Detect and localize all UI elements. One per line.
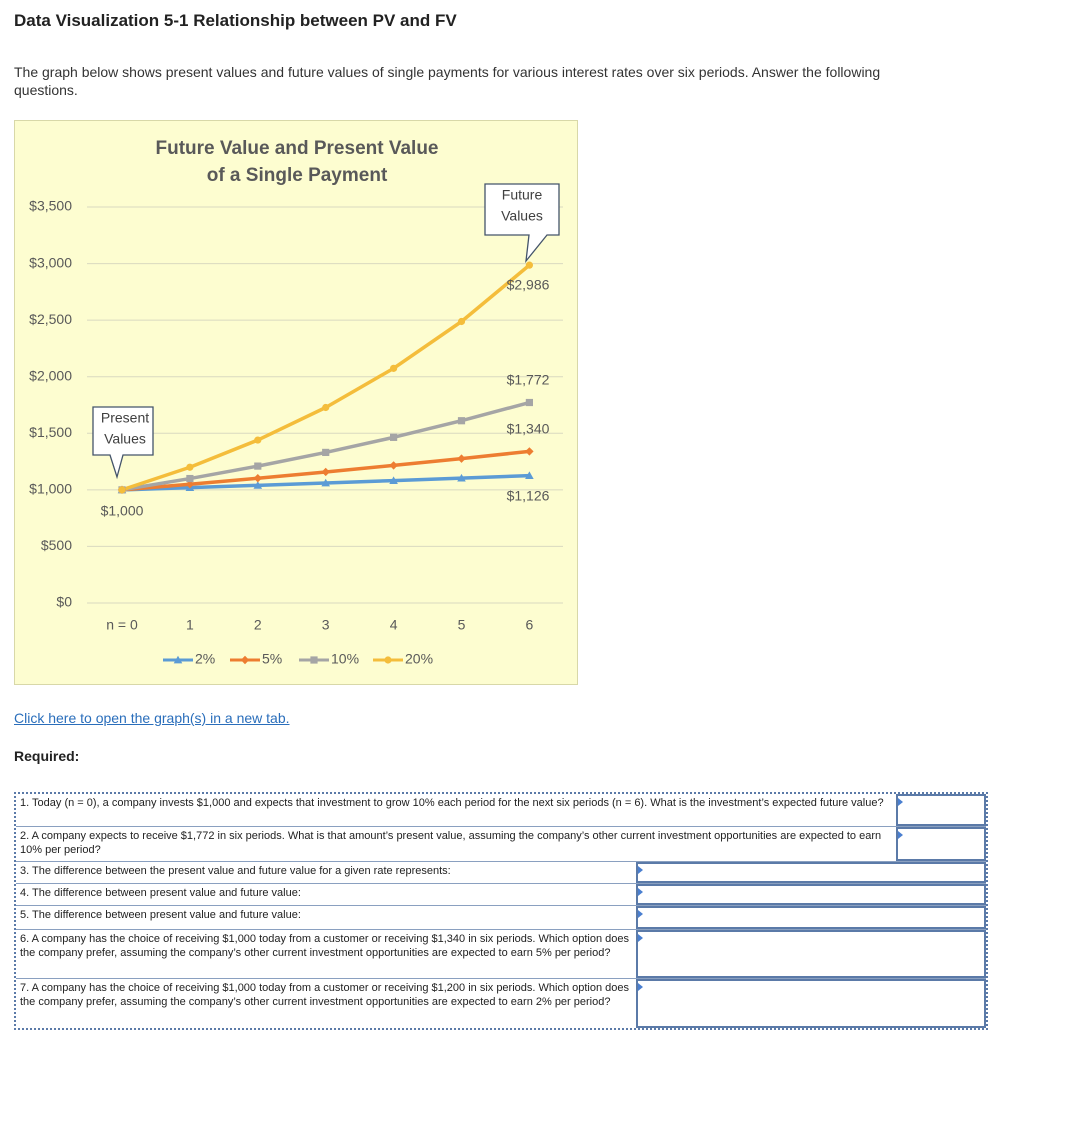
y-tick-label: $3,000 (29, 254, 72, 271)
question-text-4: 4. The difference between present value and future value: (20, 887, 301, 899)
x-tick-label: 3 (321, 616, 330, 633)
open-graph-link[interactable]: Click here to open the graph(s) in a new tab. (14, 710, 290, 726)
y-tick-label: $500 (40, 537, 72, 554)
legend-label-2pct: 2% (195, 650, 216, 667)
required-heading: Required: (14, 748, 80, 764)
data-point-10pct (458, 417, 465, 424)
x-tick-label: n = 0 (106, 616, 138, 633)
data-point-20pct (458, 318, 465, 325)
answer-marker-icon (638, 934, 643, 942)
answer-marker-icon (638, 888, 643, 896)
question-text-1: 1. Today (n = 0), a company invests $1,000 and expects that investment to grow 10% each period for the next six periods (n = 6). What is the investment’s expected future value? (20, 797, 884, 809)
y-tick-label: $0 (56, 593, 72, 610)
legend-marker-10pct (310, 656, 317, 663)
question-row-4 (16, 884, 986, 906)
question-row-1 (16, 794, 986, 827)
question-text-5: 5. The difference between present value and future value: (20, 909, 301, 921)
x-tick-label: 6 (525, 616, 534, 633)
legend-marker-20pct (384, 656, 391, 663)
data-point-5pct (457, 454, 465, 462)
page-title: Data Visualization 5-1 Relationship between PV and FV (14, 11, 457, 30)
data-point-20pct (322, 404, 329, 411)
answer-select-7[interactable] (636, 979, 986, 1028)
answer-input-2[interactable] (896, 827, 986, 861)
answer-select-3[interactable] (636, 862, 986, 883)
callout-future-line1: Future (501, 186, 543, 203)
x-tick-label: 1 (186, 616, 194, 633)
data-point-5pct (389, 461, 397, 469)
intro-text: The graph below shows present values and future values of single payments for various interest rates over six periods. Answer the following questions. (14, 64, 881, 98)
question-row-3 (16, 862, 986, 884)
question-text-3: 3. The difference between the present value and future value for a given rate represents: (20, 865, 451, 877)
answer-marker-icon (638, 910, 643, 918)
answer-select-5[interactable] (636, 906, 986, 929)
answer-marker-icon (638, 866, 643, 874)
x-tick-label: 4 (389, 616, 398, 633)
data-label-fv-5pct: $1,340 (506, 420, 550, 437)
data-point-20pct (186, 464, 193, 471)
callout-present-line2: Values (104, 430, 146, 447)
chart-area (14, 120, 578, 685)
answer-marker-icon (898, 831, 903, 839)
question-text-7: 7. A company has the choice of receiving $1,000 today from a customer or receiving $1,200 in six periods. Which option does the company prefer, assuming the company’s other current investment opportunities are expected to earn 2% per period? (20, 982, 630, 1008)
data-point-20pct (526, 262, 533, 269)
chart-title-line2: of a Single Payment (206, 165, 388, 186)
y-tick-label: $1,000 (29, 480, 72, 497)
answer-select-6[interactable] (636, 930, 986, 978)
data-point-10pct (254, 462, 261, 469)
question-row-7 (16, 979, 986, 1028)
y-tick-label: $2,500 (29, 310, 72, 327)
question-text-2: 2. A company expects to receive $1,772 in six periods. What is that amount’s present value, assuming the company’s other current investment opportunities are expected to earn 10% per period? (20, 830, 882, 856)
chart-svg (15, 121, 579, 686)
answer-marker-icon (898, 798, 903, 806)
questions-table (14, 792, 988, 1030)
legend-label-5pct: 5% (262, 650, 283, 667)
question-row-5 (16, 906, 986, 930)
y-tick-label: $2,000 (29, 367, 72, 384)
data-label-fv-20pct: $2,986 (506, 276, 550, 293)
y-tick-label: $3,500 (29, 197, 72, 214)
question-text-6: 6. A company has the choice of receiving $1,000 today from a customer or receiving $1,340 in six periods. Which option does the company prefer, assuming the company’s other current investment opportunities are expected to earn 5% per period? (20, 933, 630, 959)
answer-input-1[interactable] (896, 794, 986, 826)
data-point-20pct (118, 486, 125, 493)
answer-select-4[interactable] (636, 884, 986, 905)
callout-present-line1: Present (100, 409, 150, 426)
data-point-10pct (186, 475, 193, 482)
question-row-2 (16, 827, 986, 862)
data-point-10pct (322, 449, 329, 456)
callout-future-line2: Values (501, 207, 543, 224)
data-label-fv-2pct: $1,126 (506, 487, 550, 504)
x-tick-label: 5 (457, 616, 466, 633)
y-tick-label: $1,500 (29, 423, 72, 440)
question-row-6 (16, 930, 986, 979)
legend-label-10pct: 10% (331, 650, 360, 667)
legend-marker-5pct (241, 656, 249, 664)
chart-title-line1: Future Value and Present Value (155, 138, 439, 159)
data-point-20pct (390, 365, 397, 372)
answer-marker-icon (638, 983, 643, 991)
data-point-10pct (526, 399, 533, 406)
data-label-start: $1,000 (100, 502, 144, 519)
data-point-20pct (254, 436, 261, 443)
data-label-fv-10pct: $1,772 (506, 371, 550, 388)
data-point-5pct (525, 447, 533, 455)
data-point-10pct (390, 434, 397, 441)
x-tick-label: 2 (253, 616, 262, 633)
data-point-5pct (254, 474, 262, 482)
data-point-5pct (322, 468, 330, 476)
legend-label-20pct: 20% (405, 650, 434, 667)
